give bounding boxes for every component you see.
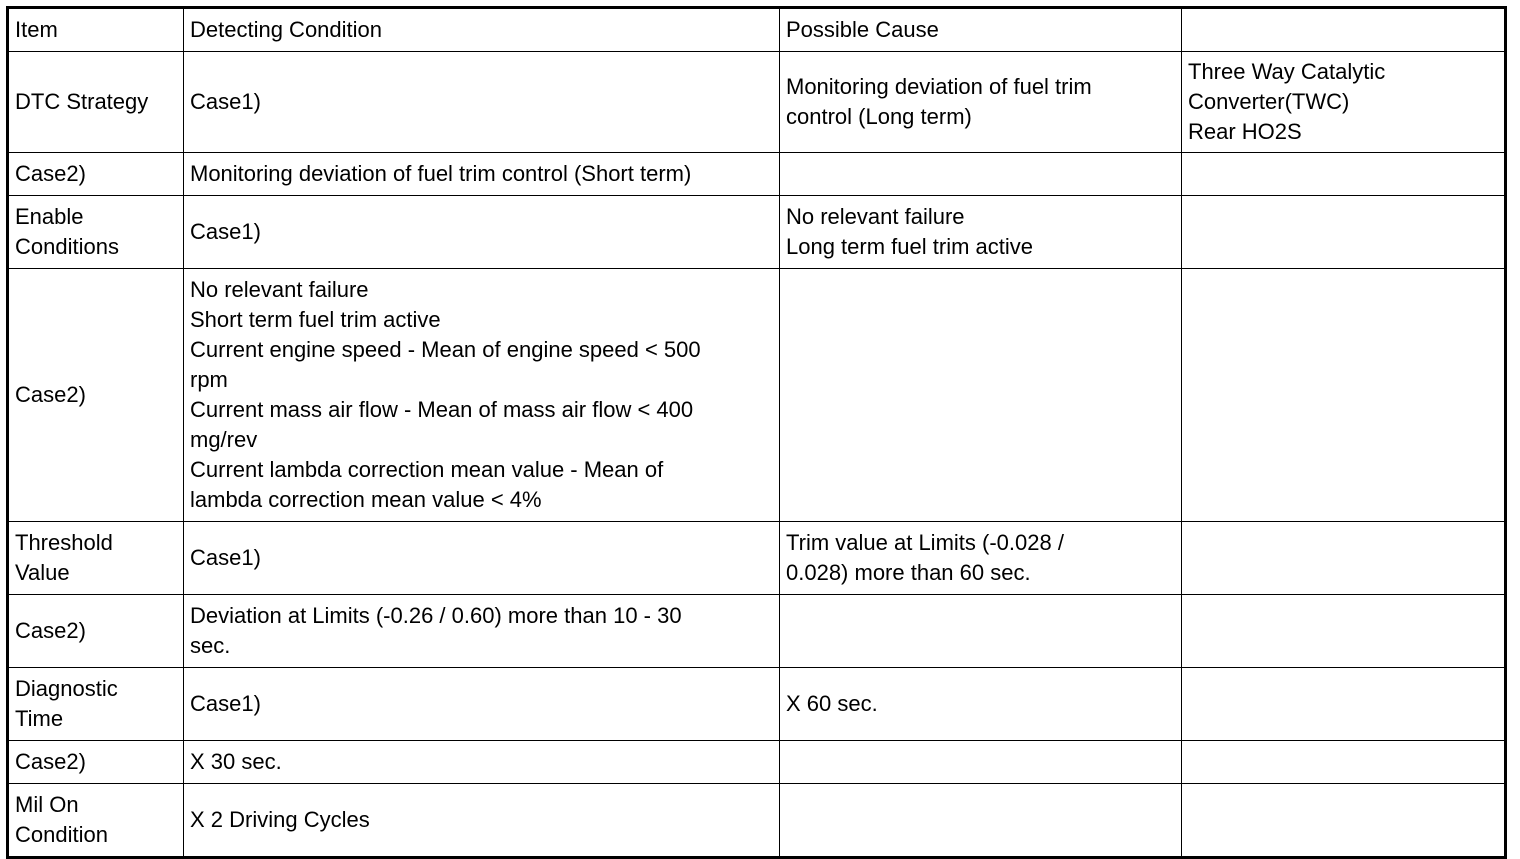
table-cell: No relevant failure Long term fuel trim active xyxy=(780,196,1182,269)
table-header-row xyxy=(8,8,1506,52)
table-cell: Threshold Value xyxy=(8,522,184,595)
table-cell: Case1) xyxy=(184,52,780,153)
table-cell: DTC Strategy xyxy=(8,52,184,153)
table-cell xyxy=(1182,269,1506,522)
table-cell xyxy=(1182,522,1506,595)
table-cell: X 30 sec. xyxy=(184,741,780,784)
table-row xyxy=(8,522,1506,595)
table-cell: No relevant failure Short term fuel trim active Current engine speed - Mean of engine speed < 500 rpm Current mass air flow - Mean of mass air flow < 400 mg/rev Current lambda correction mean value - Mean of lambda correction mean value < 4% xyxy=(184,269,780,522)
table-row xyxy=(8,668,1506,741)
table-cell: Deviation at Limits (-0.26 / 0.60) more than 10 - 30 sec. xyxy=(184,595,780,668)
header-detecting-condition: Detecting Condition xyxy=(184,8,780,52)
table-cell xyxy=(780,741,1182,784)
table-row xyxy=(8,52,1506,153)
table-cell: Trim value at Limits (-0.028 / 0.028) more than 60 sec. xyxy=(780,522,1182,595)
table-cell: Enable Conditions xyxy=(8,196,184,269)
table-cell xyxy=(1182,153,1506,196)
dtc-spec-table xyxy=(6,6,1507,859)
table-cell: Case1) xyxy=(184,522,780,595)
table-cell: Three Way Catalytic Converter(TWC) Rear HO2S xyxy=(1182,52,1506,153)
table-cell xyxy=(1182,784,1506,858)
table-cell: Diagnostic Time xyxy=(8,668,184,741)
table-cell: Case2) xyxy=(8,269,184,522)
table-cell: Case2) xyxy=(8,595,184,668)
table-row xyxy=(8,741,1506,784)
header-blank xyxy=(1182,8,1506,52)
table-cell: Case1) xyxy=(184,196,780,269)
table-row xyxy=(8,196,1506,269)
table-cell: Mil On Condition xyxy=(8,784,184,858)
table-cell: Case2) xyxy=(8,741,184,784)
table-cell xyxy=(780,269,1182,522)
table-row xyxy=(8,595,1506,668)
header-item: Item xyxy=(8,8,184,52)
table-row xyxy=(8,784,1506,858)
table-cell xyxy=(1182,668,1506,741)
table-cell: X 60 sec. xyxy=(780,668,1182,741)
table-row xyxy=(8,153,1506,196)
table-cell xyxy=(780,153,1182,196)
header-possible-cause: Possible Cause xyxy=(780,8,1182,52)
table-cell: Case1) xyxy=(184,668,780,741)
table-row xyxy=(8,269,1506,522)
table-cell xyxy=(780,784,1182,858)
table-cell xyxy=(1182,741,1506,784)
table-cell xyxy=(1182,595,1506,668)
table-cell xyxy=(1182,196,1506,269)
table-cell: Monitoring deviation of fuel trim control (Long term) xyxy=(780,52,1182,153)
table-cell: Case2) xyxy=(8,153,184,196)
table-cell xyxy=(780,595,1182,668)
table-cell: Monitoring deviation of fuel trim control (Short term) xyxy=(184,153,780,196)
table-cell: X 2 Driving Cycles xyxy=(184,784,780,858)
